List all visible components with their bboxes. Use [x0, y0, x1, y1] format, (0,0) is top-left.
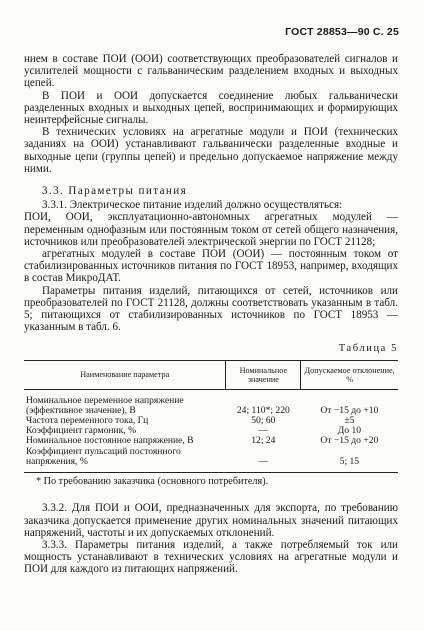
row-deviation: ±5	[344, 415, 355, 427]
paragraph-technical-conditions: В технических условиях на агрегатные модули и ПОИ (технических заданиях на ООИ) устанавливают гальванически разделенные входные и выходные цепи (группы цепей) и предельно допускаемое напряжение между ними.	[24, 126, 398, 175]
paragraph-supply-params: Параметры питания изделий, питающихся от сетей, источников или преобразователей по ГОСТ 21128, должны соответствовать указанным в табл. 5; питающихся от стабилизированных источников по ГОСТ 18953 — указанным в табл. 6.	[24, 284, 398, 334]
row-deviation: От −15 до +20	[320, 435, 379, 447]
paragraph-3-3-1: 3.3.1. Электрическое питание изделий должно осуществляться:	[42, 199, 343, 212]
document-body	[24, 53, 398, 576]
table-footnote: * По требованию заказчика (основного потребителя).	[36, 476, 269, 488]
row-nominal: 50; 60	[251, 415, 276, 427]
row-nominal: 24; 110*; 220	[236, 404, 290, 416]
paragraph-module-supply: агрегатных модулей в составе ПОИ (ООИ) — постоянным током от стабилизированных источников питания по ГОСТ 18953, например, входящих в состав МикроДАТ.	[24, 248, 398, 285]
paragraph-continuation: нием в составе ПОИ (ООИ) соответствующих преобразователей сигналов и усилителей мощности с гальваническим разделением входных и выходных цепей.	[24, 53, 398, 90]
row-deviation: 5; 15	[301, 447, 398, 473]
table-row	[24, 389, 398, 416]
row-parameter: Коэффициент пульсаций постоянного напряжения, %	[24, 447, 226, 473]
row-parameter: Номинальное постоянное напряжение, В	[26, 435, 194, 447]
paragraph-3-3-3: 3.3.3. Параметры питания изделий, а также потребляемый ток или мощность устанавливают в технических условиях на агрегатные модули и ПОИ для каждого из питающих напряжений.	[24, 538, 398, 576]
row-parameter: Номинальное переменное напряжение (эффективное значение), В	[26, 394, 184, 416]
parameters-table	[24, 360, 398, 473]
section-title: 3.3. Параметры питания	[42, 185, 188, 198]
table-header-deviation: Допускаемое отклонение, %	[301, 360, 398, 389]
row-parameter: Коэффициент гармоник, %	[26, 425, 137, 437]
row-nominal: —	[258, 425, 269, 437]
row-nominal: —	[226, 447, 301, 473]
paragraph-3-3-2: 3.3.2. Для ПОИ и ООИ, предназначенных для экспорта, по требованию заказчика допускается применение других номинальных значений питающих напряжений, частоты и их допускаемых отклонений.	[24, 502, 398, 539]
paragraph-connections: В ПОИ и ООИ допускается соединение любых гальванически разделенных входных и выходных цепей, воспринимающих и формирующих неинтерфейсные сигналы.	[24, 89, 398, 127]
table-header-parameter: Наименование параметра	[24, 360, 226, 389]
table-row	[24, 447, 398, 473]
row-parameter: Частота переменного тока, Гц	[26, 415, 149, 427]
row-deviation: До 10	[337, 425, 362, 437]
paragraph-poi-ooi-supply: ПОИ, ООИ, эксплуатационно-автономных агрегатных модулей — переменным однофазным или постоянным током от сетей общего назначения, источников или преобразователей электрической энергии по ГОСТ 21128;	[24, 211, 398, 248]
row-deviation: От −15 до +10	[320, 404, 379, 416]
page-header: ГОСТ 28853—90 С. 25	[285, 26, 399, 38]
table-title: Таблица 5	[338, 343, 398, 355]
table-header-nominal: Номинальное значение	[226, 360, 301, 389]
row-nominal: 12; 24	[251, 435, 276, 447]
